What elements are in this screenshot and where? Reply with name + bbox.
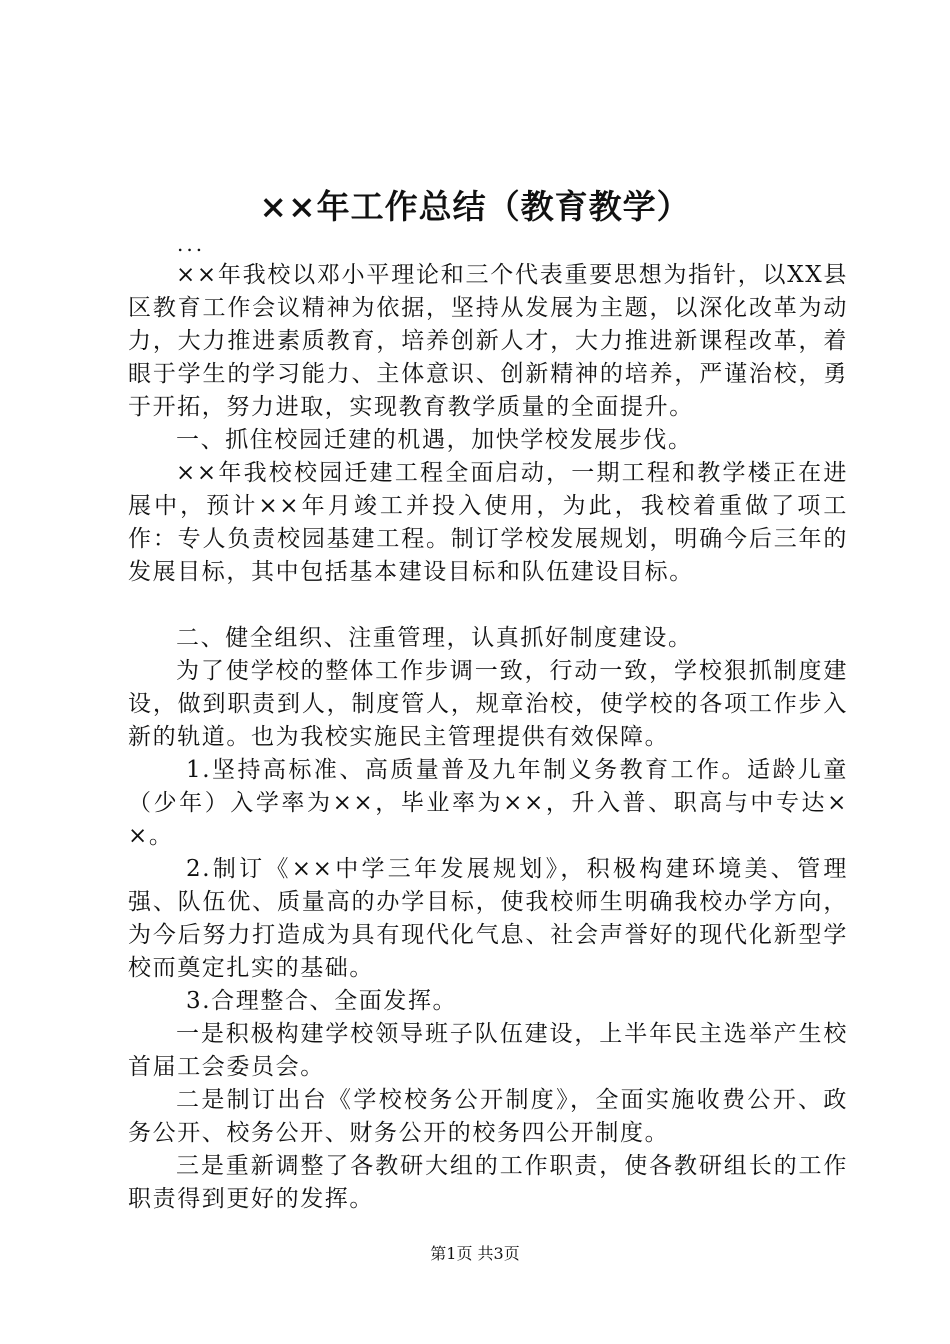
- section-heading-2: 二、健全组织、注重管理，认真抓好制度建设。: [176, 625, 693, 651]
- paragraph-third-point: 三是重新调整了各教研大组的工作职责，使各教研组长的工作职责得到更好的发挥。: [128, 1153, 848, 1212]
- list-item-2: 2.制订《××中学三年发展规划》，积极构建环境美、管理强、队伍优、质量高的办学目标，使我校师生明确我校办学方向，为今后努力打造成为具有现代化气息、社会声誉好的现代化新型学校而奠定扎实的基础。: [128, 856, 848, 981]
- section-heading-1: 一、抓住校园迁建的机遇，加快学校发展步伐。: [176, 427, 693, 453]
- list-item-1: 1.坚持高标准、高质量普及九年制义务教育工作。适龄儿童（少年）入学率为××，毕业率为××，升入普、职高与中专达××。: [128, 757, 848, 849]
- list-item-3: 3.合理整合、全面发挥。: [186, 988, 458, 1014]
- document-body: [128, 259, 848, 1216]
- document-title: ××年工作总结（教育教学）: [259, 187, 691, 226]
- paragraph-first-point: 一是积极构建学校领导班子队伍建设，上半年民主选举产生校首届工会委员会。: [128, 1021, 848, 1080]
- paragraph-campus-relocation: ××年我校校园迁建工程全面启动，一期工程和教学楼正在进展中，预计××年月竣工并投入使用，为此，我校着重做了项工作：专人负责校园基建工程。制订学校发展规划，明确今后三年的发展目标，其中包括基本建设目标和队伍建设目标。: [128, 460, 848, 585]
- paragraph-system-building: 为了使学校的整体工作步调一致，行动一致，学校狠抓制度建设，做到职责到人，制度管人，规章治校，使学校的各项工作步入新的轨道。也为我校实施民主管理提供有效保障。: [128, 658, 848, 750]
- paragraph-second-point: 二是制订出台《学校校务公开制度》，全面实施收费公开、政务公开、校务公开、财务公开的校务四公开制度。: [128, 1087, 848, 1146]
- page-number-footer: 第1页 共3页: [430, 1244, 520, 1263]
- ellipsis-mark: ...: [177, 232, 206, 256]
- paragraph-intro: ××年我校以邓小平理论和三个代表重要思想为指针，以XX县区教育工作会议精神为依据，坚持从发展为主题，以深化改革为动力，大力推进素质教育，培养创新人才，大力推进新课程改革，着眼于学生的学习能力、主体意识、创新精神的培养，严谨治校，勇于开拓，努力进取，实现教育教学质量的全面提升。: [128, 262, 848, 420]
